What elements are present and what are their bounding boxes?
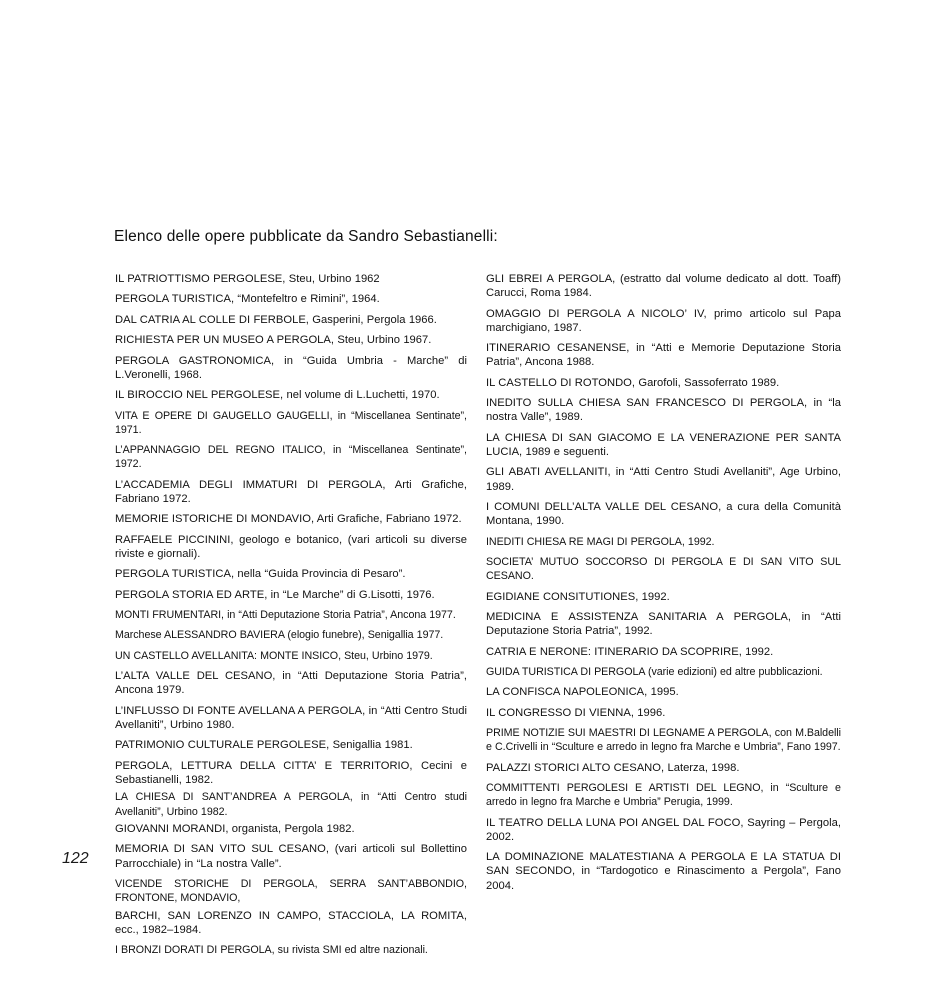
bibliography-entry: I COMUNI DELL’ALTA VALLE DEL CESANO, a cura della Comunità Montana, 1990. [486, 500, 841, 528]
bibliography-entry: IL PATRIOTTISMO PERGOLESE, Steu, Urbino 1962 [115, 273, 380, 285]
bibliography-entry: I BRONZI DORATI DI PERGOLA, su rivista SMI ed altre nazionali. [115, 944, 428, 957]
bibliography-entry: PATRIMONIO CULTURALE PERGOLESE, Senigallia 1981. [115, 739, 413, 752]
bibliography-entry: BARCHI, SAN LORENZO IN CAMPO, STACCIOLA, LA ROMITA, ecc., 1982–1984. [115, 909, 467, 936]
bibliography-entry: GLI ABATI AVELLANITI, in “Atti Centro Studi Avellaniti”, Age Urbino, 1989. [486, 466, 841, 493]
bibliography-entry: UN CASTELLO AVELLANITA: MONTE INSICO, Steu, Urbino 1979. [115, 649, 433, 662]
bibliography-entry: MEMORIE ISTORICHE DI MONDAVIO, Arti Grafiche, Fabriano 1972. [115, 513, 462, 526]
bibliography-right-column [486, 272, 841, 893]
page-number: 122 [62, 850, 89, 867]
bibliography-entry: RICHIESTA PER UN MUSEO A PERGOLA, Steu, Urbino 1967. [115, 334, 432, 347]
bibliography-entry: OMAGGIO DI PERGOLA A NICOLO’ IV, primo articolo sul Papa marchigiano, 1987. [486, 307, 841, 334]
bibliography-entry: MEDICINA E ASSISTENZA SANITARIA A PERGOLA, in “Atti Deputazione Storia Patria”, 1992. [486, 610, 841, 638]
bibliography-entry: LA CHIESA DI SAN GIACOMO E LA VENERAZIONE PER SANTA LUCIA, 1989 e seguenti. [486, 431, 841, 458]
bibliography-entry: L’ALTA VALLE DEL CESANO, in “Atti Deputazione Storia Patria”, Ancona 1979. [115, 670, 467, 697]
bibliography-entry: VICENDE STORICHE DI PERGOLA, SERRA SANT’ABBONDIO, FRONTONE, MONDAVIO, [115, 878, 467, 905]
page-title: Elenco delle opere pubblicate da Sandro Sebastianelli: [114, 228, 498, 245]
bibliography-left-column [115, 272, 467, 957]
bibliography-entry: MEMORIA DI SAN VITO SUL CESANO, (vari articoli sul Bollettino Parrocchiale) in “La nostra Valle”. [115, 843, 467, 870]
bibliography-entry: PERGOLA TURISTICA, nella “Guida Provincia di Pesaro”. [115, 568, 406, 581]
bibliography-entry: IL BIROCCIO NEL PERGOLESE, nel volume di L.Luchetti, 1970. [115, 389, 440, 402]
bibliography-entry: RAFFAELE PICCININI, geologo e botanico, (vari articoli su diverse riviste e giornali). [115, 533, 467, 560]
bibliography-entry: PERGOLA STORIA ED ARTE, in “Le Marche” di G.Lisotti, 1976. [115, 588, 435, 601]
bibliography-entry: MONTI FRUMENTARI, in “Atti Deputazione Storia Patria”, Ancona 1977. [115, 609, 456, 622]
bibliography-entry: GLI EBREI A PERGOLA, (estratto dal volume dedicato al dott. Toaff) Carucci, Roma 1984. [486, 273, 841, 300]
bibliography-entry: INEDITI CHIESA RE MAGI DI PERGOLA, 1992. [486, 535, 715, 548]
bibliography-entry: L’INFLUSSO DI FONTE AVELLANA A PERGOLA, in “Atti Centro Studi Avellaniti”, Urbino 1980. [115, 704, 467, 732]
bibliography-entry: EGIDIANE CONSITUTIONES, 1992. [486, 590, 670, 603]
bibliography-entry: LA CONFISCA NAPOLEONICA, 1995. [486, 686, 679, 699]
bibliography-entry: GIOVANNI MORANDI, organista, Pergola 1982. [115, 823, 355, 836]
bibliography-entry: L’APPANNAGGIO DEL REGNO ITALICO, in “Miscellanea Sentinate”, 1972. [115, 444, 467, 471]
bibliography-entry: PERGOLA GASTRONOMICA, in “Guida Umbria - Marche” di L.Veronelli, 1968. [115, 354, 467, 381]
bibliography-entry: L’ACCADEMIA DEGLI IMMATURI DI PERGOLA, Arti Grafiche, Fabriano 1972. [115, 478, 467, 505]
bibliography-entry: LA CHIESA DI SANT’ANDREA A PERGOLA, in “Atti Centro studi Avellaniti”, Urbino 1982. [115, 791, 467, 818]
bibliography-entry: PALAZZI STORICI ALTO CESANO, Laterza, 1998. [486, 761, 740, 774]
bibliography-entry: INEDITO SULLA CHIESA SAN FRANCESCO DI PERGOLA, in “la nostra Valle”, 1989. [486, 397, 841, 424]
bibliography-entry: CATRIA E NERONE: ITINERARIO DA SCOPRIRE, 1992. [486, 645, 774, 658]
bibliography-entry: Marchese ALESSANDRO BAVIERA (elogio funebre), Senigallia 1977. [115, 629, 444, 642]
bibliography-entry: PRIME NOTIZIE SUI MAESTRI DI LEGNAME A PERGOLA, con M.Baldelli e C.Crivelli in “Sculture e arredo in legno fra Marche e Umbria”, Fano 1997. [486, 727, 841, 754]
bibliography-entry: IL CASTELLO DI ROTONDO, Garofoli, Sassoferrato 1989. [486, 376, 780, 389]
bibliography-entry: COMMITTENTI PERGOLESI E ARTISTI DEL LEGNO, in “Sculture e arredo in legno fra Marche e Umbria” Perugia, 1999. [486, 782, 841, 809]
bibliography-entry: GUIDA TURISTICA DI PERGOLA (varie edizioni) ed altre pubblicazioni. [486, 665, 823, 678]
bibliography-entry: IL CONGRESSO DI VIENNA, 1996. [486, 706, 666, 719]
bibliography-entry: ITINERARIO CESANENSE, in “Atti e Memorie Deputazione Storia Patria”, Ancona 1988. [486, 342, 841, 369]
bibliography-entry: IL TEATRO DELLA LUNA POI ANGEL DAL FOCO, Sayring – Pergola, 2002. [486, 816, 841, 843]
bibliography-entry: DAL CATRIA AL COLLE DI FERBOLE, Gasperini, Pergola 1966. [115, 313, 437, 326]
bibliography-entry: VITA E OPERE DI GAUGELLO GAUGELLI, in “Miscellanea Sentinate”, 1971. [115, 409, 467, 436]
bibliography-entry: PERGOLA, LETTURA DELLA CITTA’ E TERRITORIO, Cecini e Sebastianelli, 1982. [115, 759, 467, 787]
bibliography-entry: PERGOLA TURISTICA, “Montefeltro e Rimini”, 1964. [115, 293, 380, 306]
bibliography-entry: LA DOMINAZIONE MALATESTIANA A PERGOLA E LA STATUA DI SAN SECONDO, in “Tardogotico e Rinascimento a Pergola”, Fano 2004. [486, 851, 841, 892]
bibliography-entry: SOCIETA’ MUTUO SOCCORSO DI PERGOLA E DI SAN VITO SUL CESANO. [486, 555, 841, 583]
